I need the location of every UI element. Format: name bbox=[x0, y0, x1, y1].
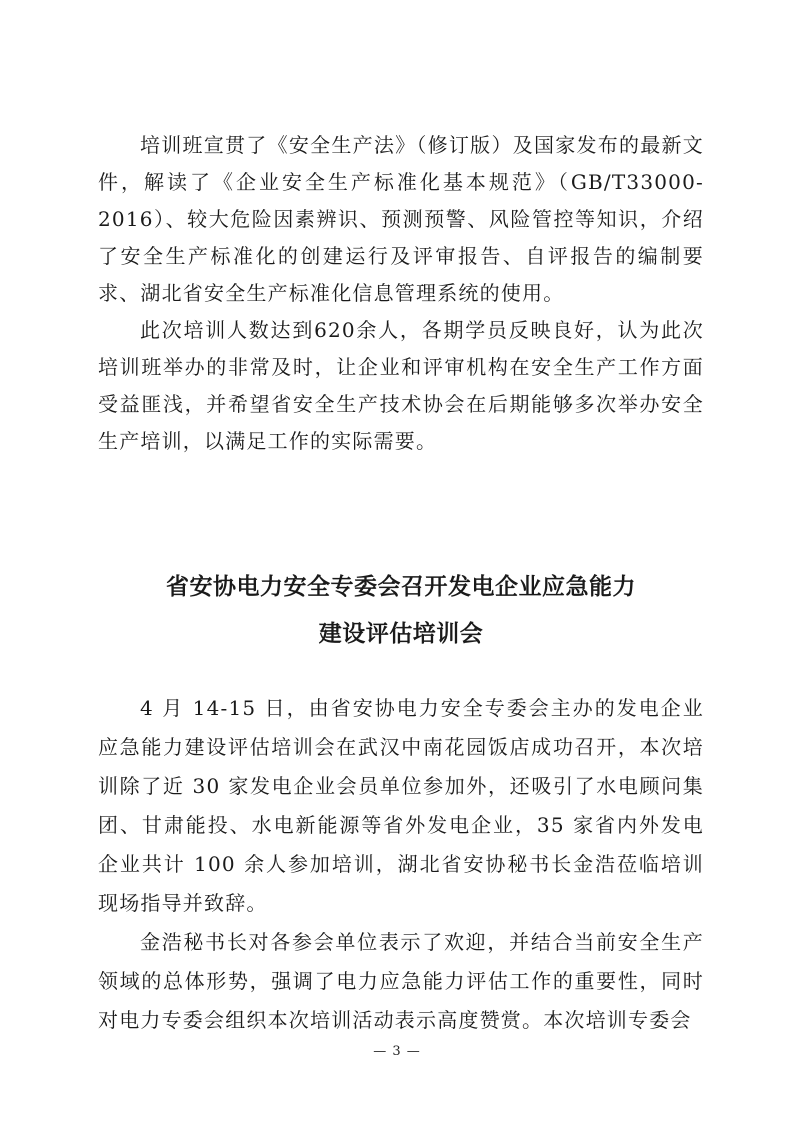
article-title-line-1: 省安协电力安全专委会召开发电企业应急能力 bbox=[166, 574, 636, 600]
paragraph: 金浩秘书长对各参会单位表示了欢迎，并结合当前安全生产领域的总体形势，强调了电力应急能力评估工作的重要性，同时对电力专委会组织本次培训活动表示高度赞赏。本次培训专委会 bbox=[98, 930, 704, 1032]
paragraph: 此次培训人数达到620余人，各期学员反映良好，认为此次培训班举办的非常及时，让企业和评审机构在安全生产工作方面受益匪浅，并希望省安全生产技术协会在后期能够多次举办安全生产培训，以满足工作的实际需要。 bbox=[98, 318, 704, 453]
article-title-line-2: 建设评估培训会 bbox=[318, 621, 484, 647]
article-body bbox=[98, 689, 704, 1040]
previous-article-continuation bbox=[98, 127, 704, 460]
article-title bbox=[98, 564, 704, 658]
paragraph: 4 月 14-15 日，由省安协电力安全专委会主办的发电企业应急能力建设评估培训会在武汉中南花园饭店成功召开，本次培训除了近 30 家发电企业会员单位参加外，还吸引了水电顾问集团、甘肃能投、水电新能源等省外发电企业，35 家省内外发电企业共计 100 余人参加培训，湖北省安协秘书长金浩莅临培训现场指导并致辞。 bbox=[98, 696, 704, 915]
page-number: — 3 — bbox=[373, 1044, 421, 1059]
paragraph: 培训班宣贯了《安全生产法》（修订版）及国家发布的最新文件，解读了《企业安全生产标准化基本规范》（GB/T33000-2016）、较大危险因素辨识、预测预警、风险管控等知识，介绍了安全生产标准化的创建运行及评审报告、自评报告的编制要求、湖北省安全生产标准化信息管理系统的使用。 bbox=[98, 133, 704, 305]
